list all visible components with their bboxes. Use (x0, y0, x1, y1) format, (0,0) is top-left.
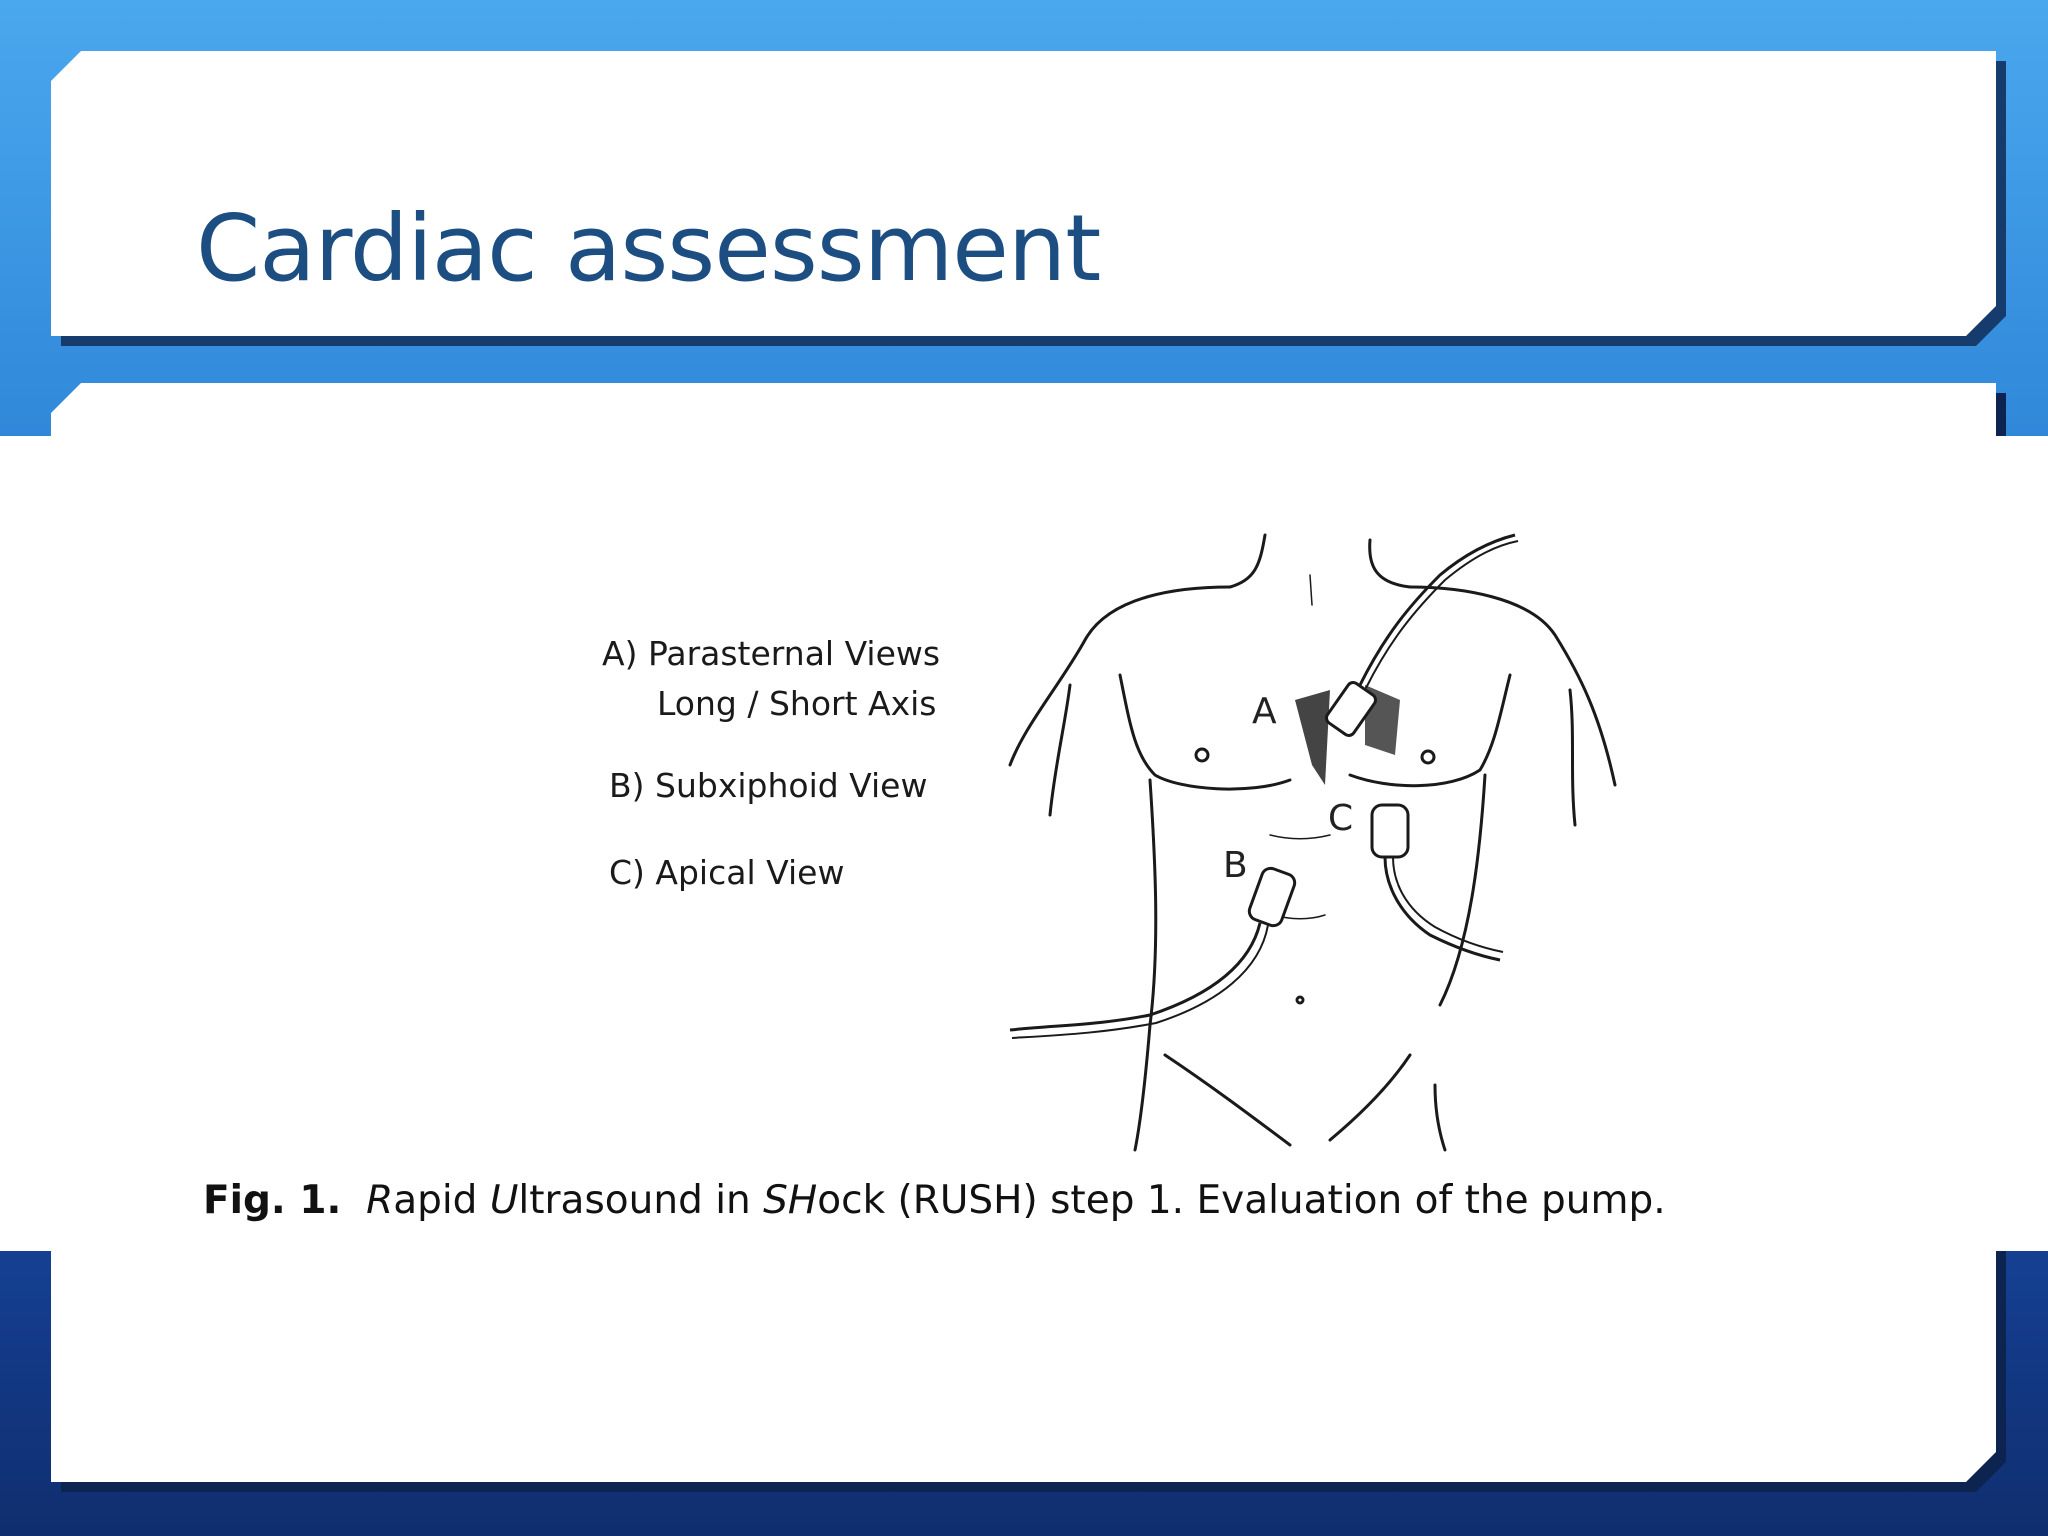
probe-c-head (1372, 805, 1408, 857)
caption-fig-label: Fig. 1. (203, 1178, 342, 1223)
caption-part2: ltrasound in (518, 1178, 764, 1223)
legend-a-line1: A) Parasternal Views (602, 634, 941, 673)
navel (1297, 997, 1303, 1003)
probe-b (1010, 866, 1297, 1038)
left-flank (1135, 780, 1156, 1150)
probe-b-cable-edge (1012, 925, 1268, 1038)
caption-part1: apid (393, 1178, 490, 1223)
caption-r: R (366, 1178, 394, 1223)
right-flank-upper (1440, 775, 1485, 1005)
neck-right-line (1370, 540, 1410, 587)
probe-c-cable-edge (1393, 857, 1503, 952)
probe-a (1295, 535, 1518, 785)
legend-c: C) Apical View (609, 853, 845, 892)
probe-b-cable (1010, 923, 1260, 1030)
probe-c (1372, 805, 1503, 960)
left-arm-inner (1050, 685, 1070, 815)
left-hip-line (1165, 1055, 1290, 1145)
marker-b: B (1223, 845, 1248, 886)
caption-sh: SH (763, 1178, 818, 1223)
probe-a-cable-edge (1366, 541, 1518, 688)
torso-illustration (990, 525, 1640, 1165)
sternum-line (1310, 575, 1312, 605)
abs-line-1 (1270, 835, 1330, 839)
caption-part3: ock (RUSH) step 1. Evaluation of the pump. (817, 1178, 1666, 1223)
neck-left-line (1230, 535, 1265, 587)
marker-c: C (1328, 798, 1354, 839)
right-flank-lower (1435, 1085, 1445, 1150)
right-arm-inner (1570, 690, 1575, 825)
left-nipple (1196, 749, 1208, 761)
legend-b: B) Subxiphoid View (609, 766, 928, 805)
probe-c-cable (1385, 857, 1500, 960)
right-nipple (1422, 751, 1434, 763)
caption-u: U (489, 1178, 519, 1223)
right-hip-line (1330, 1055, 1410, 1140)
legend-a-line2: Long / Short Axis (657, 684, 937, 723)
probe-a-cable (1360, 535, 1515, 685)
figure-caption (203, 1178, 1666, 1223)
marker-a: A (1252, 691, 1277, 732)
beam-a-left (1295, 690, 1330, 785)
page-title: Cardiac assessment (196, 195, 1101, 302)
right-shoulder (1410, 587, 1615, 785)
